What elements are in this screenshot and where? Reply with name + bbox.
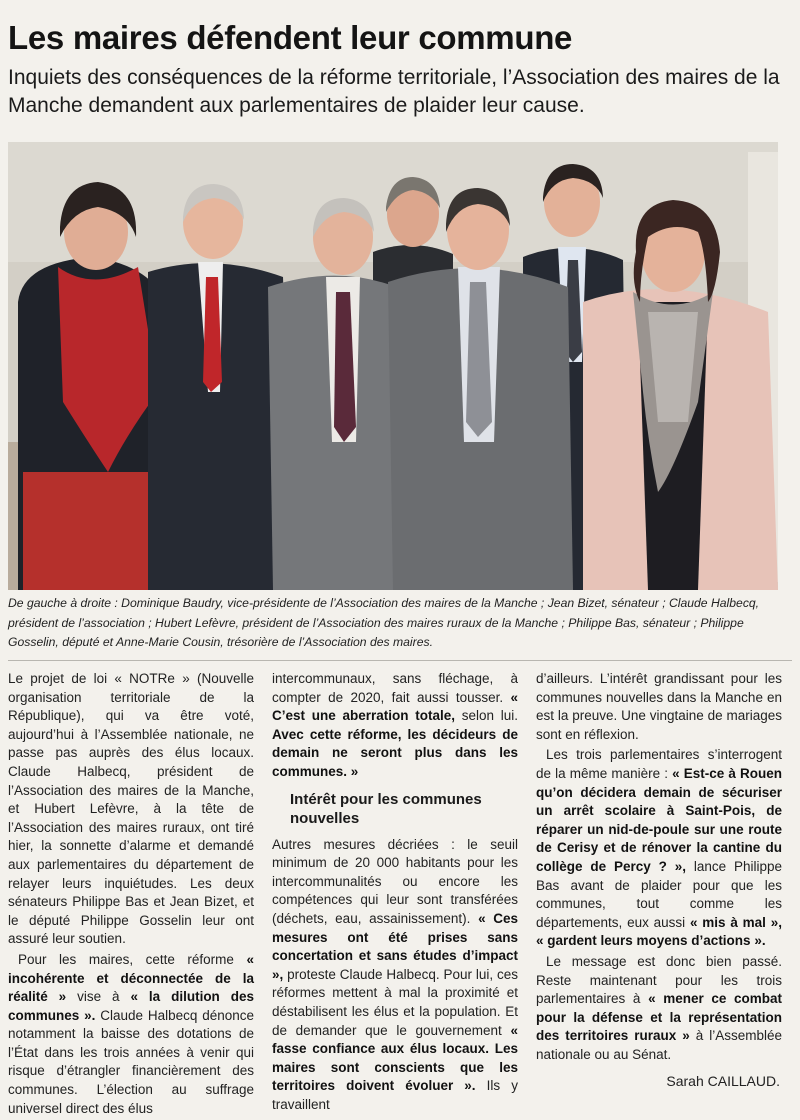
col2-paragraph-2: Autres mesures décriées : le seuil minimum de 20 000 habitants pour les intercommunalités ou encore les compétences qui leur sont transférées (déchets, eau, assainissement). « Ces mesures ont été prises sans concertation et sans études d’impact », proteste Claude Halbecq. Pour lui, ces réformes mettent à mal la proximité et déstabilisent les élus et la population. Et de demander que le gouvernement « fasse confiance aux élus locaux. Les maires sont conscients que les territoires doivent évoluer ». Ils y travaillent bbox=[272, 836, 518, 1112]
byline: Sarah CAILLAUD. bbox=[666, 1073, 780, 1089]
col3-paragraph-2: Les trois parlementaires s’interrogent de la même manière : « Est-ce à Rouen qu’on décidera demain de sécuriser un arrêt scolaire à Saint-Pois, de réparer un nid-de-poule sur une route de Cerisy et de rénover la cantine du collège de Percy ? », lance Philippe Bas avant de plaider pour que les communes, tout comme les départements, eux aussi « mis à mal », « gardent leurs moyens d’actions ». bbox=[536, 747, 782, 949]
group-photo bbox=[8, 142, 778, 590]
article-column-3 bbox=[536, 670, 782, 1066]
page-headline: Les maires défendent leur commune bbox=[8, 19, 573, 56]
column-rule bbox=[8, 660, 792, 661]
article-column-2 bbox=[272, 670, 518, 1116]
group-photo-illustration bbox=[8, 142, 778, 590]
standfirst: Inquiets des conséquences de la réforme territoriale, l’Association des maires de la Manche demandent aux parlementaires de plaider leur cause. bbox=[8, 66, 780, 117]
col2-paragraph-1: intercommunaux, sans fléchage, à compter de 2020, fait aussi tousser. « C’est une aberration totale, selon lui. Avec cette réforme, les décideurs de demain ne seront plus dans les communes. » bbox=[272, 671, 518, 779]
col1-paragraph-2: Pour les maires, cette réforme « incohérente et déconnectée de la réalité » vise à « la dilution des communes ». Claude Halbecq dénonce notamment la baisse des dotations de l’État dans les trois années à venir qui risque d’étrangler financièrement des communes. L’élection au suffrage universel direct des élus bbox=[8, 951, 254, 1116]
col1-paragraph-1: Le projet de loi « NOTRe » (Nouvelle organisation territoriale de la République), qui va être voté, aujourd’hui à l’Assemblée nationale, ne passe pas auprès des élus locaux. Claude Halbecq, président de l’Association des maires de la Manche, et Hubert Lefèvre, à la tête de l’Association des maires ruraux, ont tiré hier, la sonnette d’alarme et demandé aux parlementaires du département de relayer leurs inquiétudes. Les deux sénateurs Philippe Bas et Jean Bizet, et le député Philippe Gosselin leur ont assuré leur soutien. bbox=[8, 671, 254, 947]
photo-caption: De gauche à droite : Dominique Baudry, vice-présidente de l’Association des maires de la Manche ; Jean Bizet, sénateur ; Claude Halbecq, président de l’association ; Hubert Lefèvre, président de l’Association des maires ruraux de la Manche ; Philippe Bas, sénateur ; Philippe Gosselin, député et Anne-Marie Cousin, trésorière de l’Association des maires. bbox=[8, 596, 760, 649]
subheading: Intérêt pour les communes nouvelles bbox=[290, 790, 482, 827]
col3-paragraph-3: Le message est donc bien passé. Reste maintenant pour les trois parlementaires à « mener ce combat pour la défense et la représentation des territoires ruraux » à l’Assemblée nationale ou au Sénat. bbox=[536, 953, 782, 1062]
article-column-1 bbox=[8, 670, 254, 1120]
col3-paragraph-1: d’ailleurs. L’intérêt grandissant pour les communes nouvelles dans la Manche en est la preuve. Une vingtaine de mariages sont en réflexion. bbox=[536, 671, 782, 742]
